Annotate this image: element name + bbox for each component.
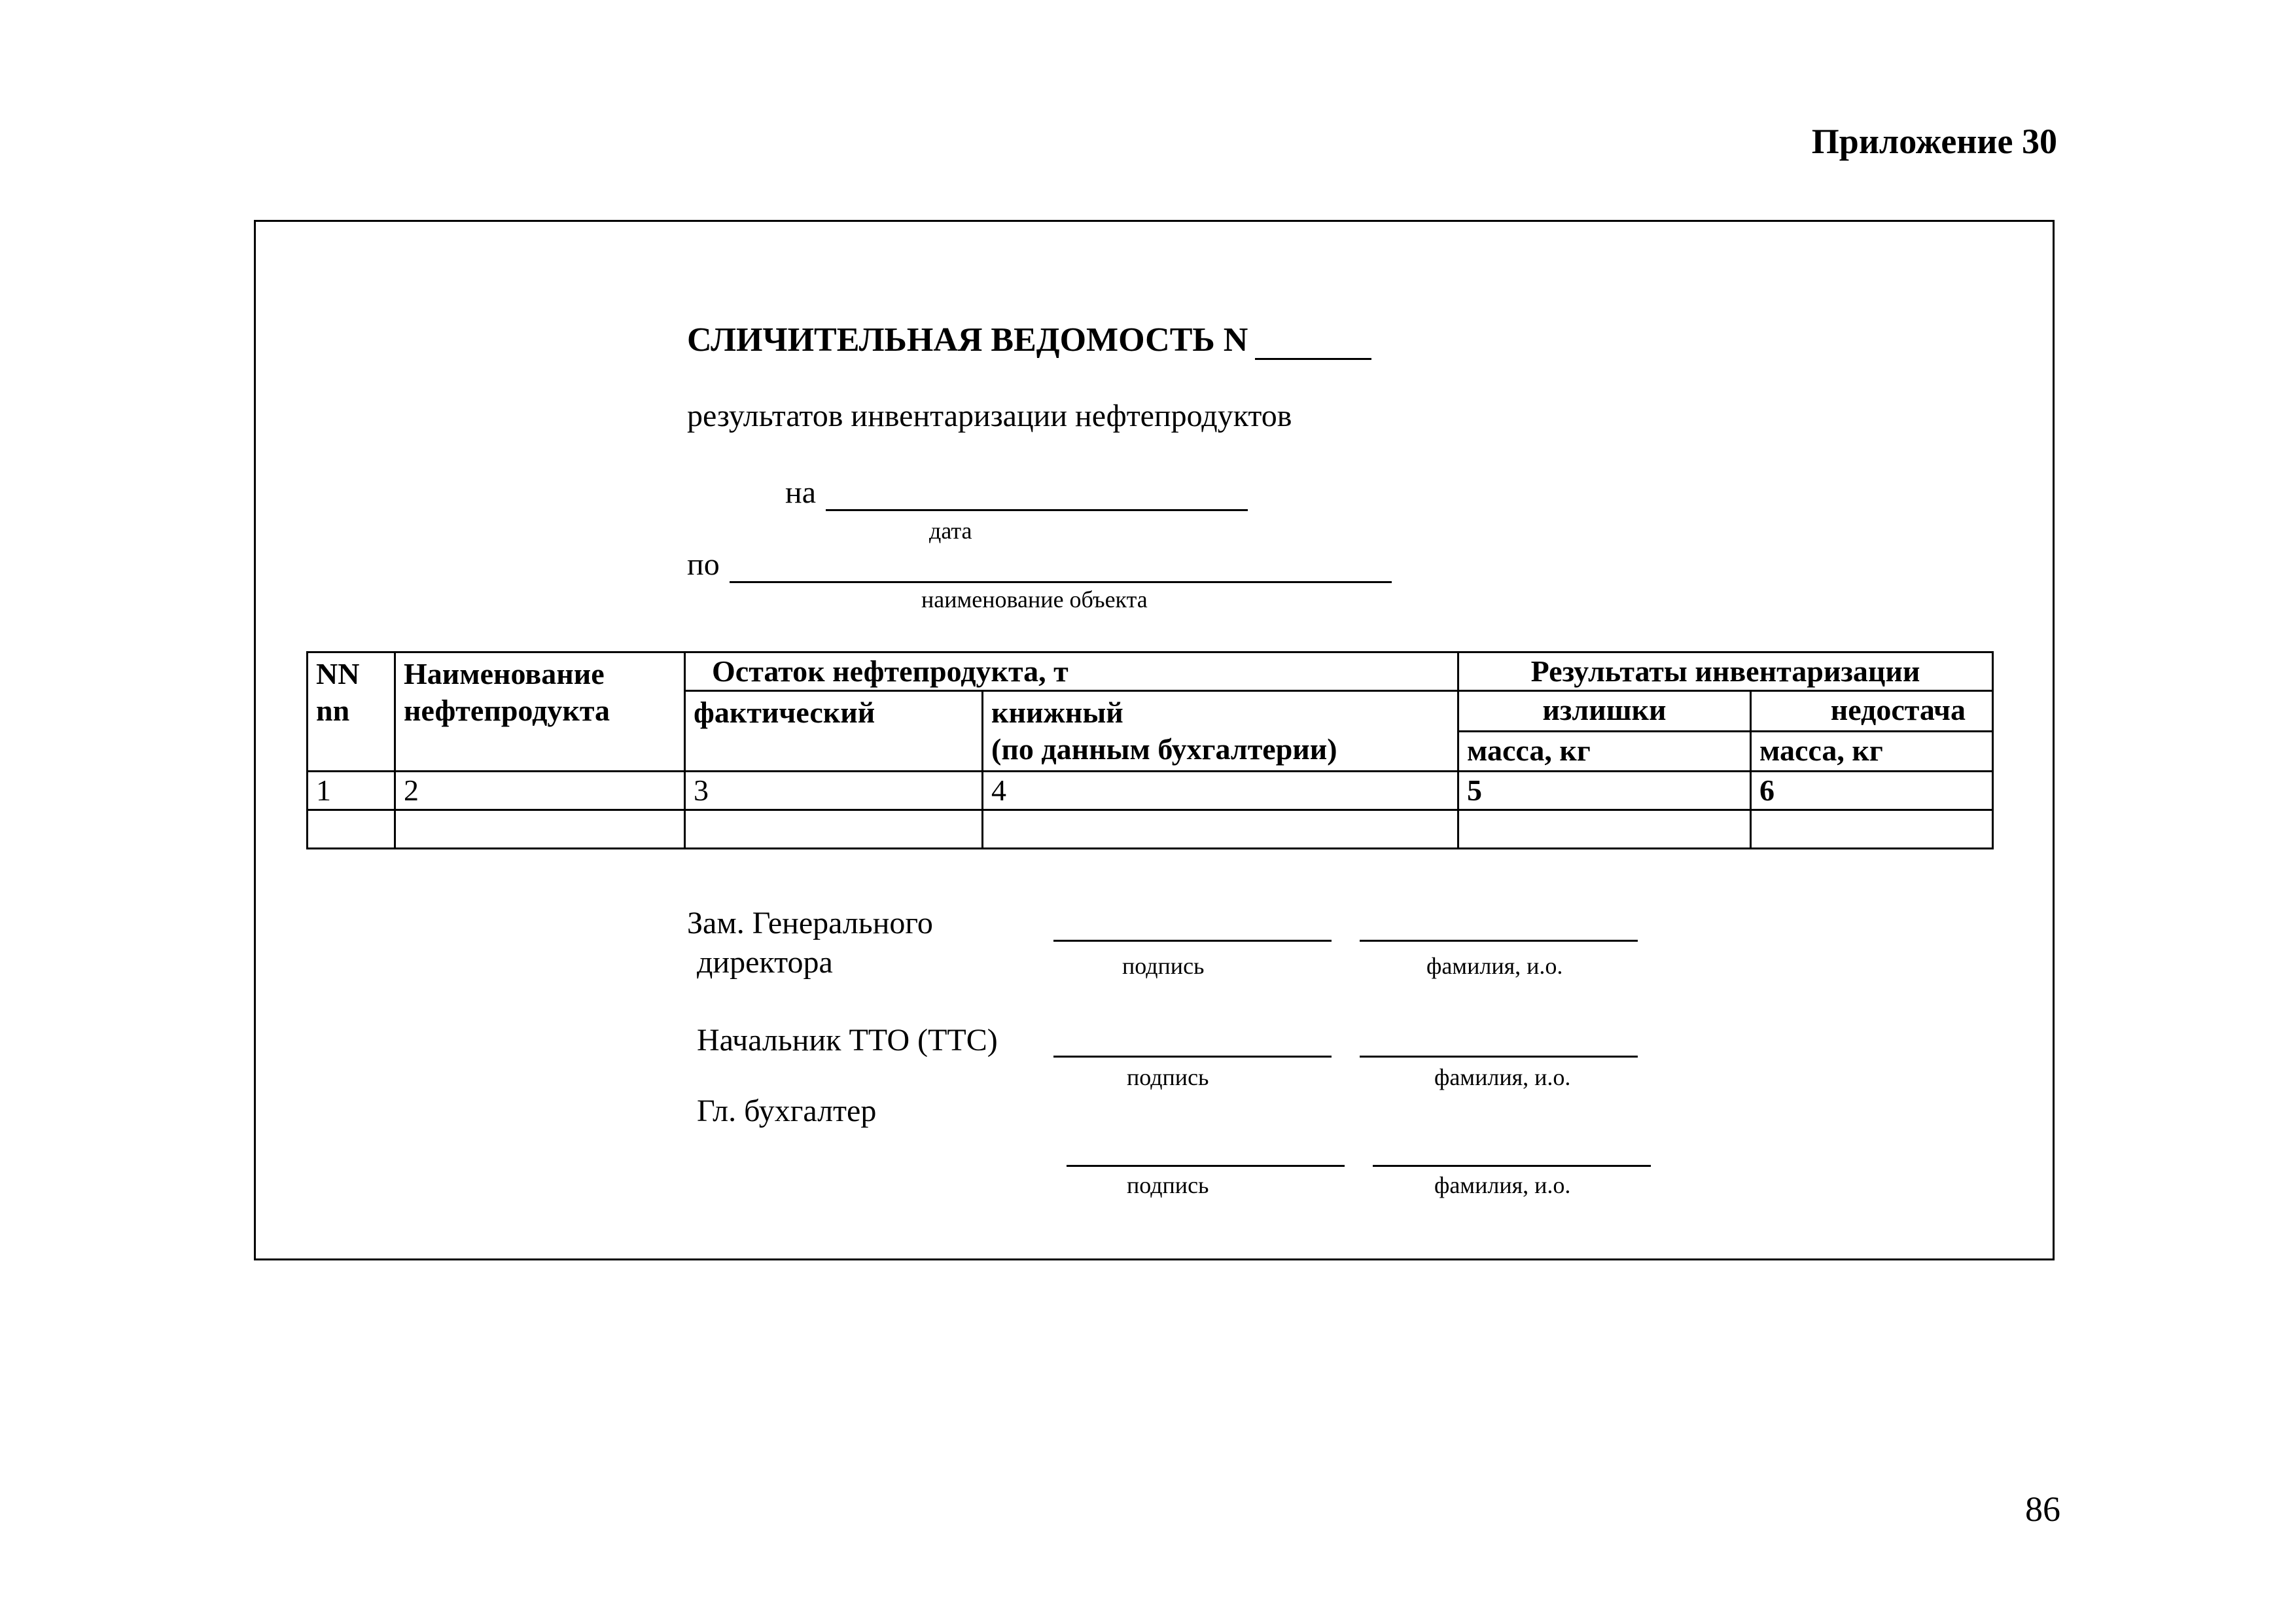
name-line bbox=[1360, 940, 1638, 942]
column-number: 1 bbox=[308, 772, 395, 810]
name-line bbox=[1360, 1056, 1638, 1058]
table-cell bbox=[308, 810, 395, 849]
header-actual: фактический bbox=[685, 691, 983, 772]
name-caption: фамилия, и.о. bbox=[1434, 1064, 1571, 1090]
signature-line bbox=[1067, 1165, 1345, 1167]
header-shortage-unit: масса, кг bbox=[1751, 731, 1993, 772]
signer-title-tto-head: Начальник ТТО (ТТС) bbox=[697, 1023, 998, 1058]
column-number: 4 bbox=[983, 772, 1458, 810]
appendix-label: Приложение 30 bbox=[1811, 122, 2057, 161]
table-cell bbox=[1458, 810, 1751, 849]
table-header-row bbox=[308, 652, 1993, 691]
object-prefix: по bbox=[687, 547, 720, 582]
header-surplus-unit: масса, кг bbox=[1458, 731, 1751, 772]
table-cell bbox=[685, 810, 983, 849]
date-prefix: на bbox=[785, 475, 816, 510]
page-number: 86 bbox=[2025, 1489, 2060, 1529]
name-line bbox=[1373, 1165, 1651, 1167]
column-number: 3 bbox=[685, 772, 983, 810]
signer-title-deputy-director-line2: директора bbox=[697, 945, 833, 980]
name-caption: фамилия, и.о. bbox=[1426, 953, 1563, 979]
column-number: 6 bbox=[1751, 772, 1993, 810]
date-blank-line bbox=[826, 509, 1248, 511]
reconciliation-table bbox=[306, 651, 1994, 849]
column-number: 5 bbox=[1458, 772, 1751, 810]
header-remainder-group: Остаток нефтепродукта, т bbox=[685, 652, 1458, 691]
signature-line bbox=[1053, 1056, 1332, 1058]
signature-caption: подпись bbox=[1127, 1064, 1209, 1090]
number-blank-line bbox=[1255, 358, 1371, 360]
date-caption: дата bbox=[929, 518, 972, 544]
signature-caption: подпись bbox=[1127, 1172, 1209, 1198]
signer-title-deputy-director: Зам. Генерального bbox=[687, 906, 933, 940]
document-title: СЛИЧИТЕЛЬНАЯ ВЕДОМОСТЬ N bbox=[687, 321, 1248, 359]
header-surplus: излишки bbox=[1458, 691, 1751, 732]
object-caption: наименование объекта bbox=[921, 586, 1148, 613]
header-product-name: Наименование нефтепродукта bbox=[395, 652, 685, 772]
signature-caption: подпись bbox=[1122, 953, 1205, 979]
name-caption: фамилия, и.о. bbox=[1434, 1172, 1571, 1198]
header-results-group: Результаты инвентаризации bbox=[1458, 652, 1993, 691]
table-number-row bbox=[308, 772, 1993, 810]
header-book: книжный (по данным бухгалтерии) bbox=[983, 691, 1458, 772]
table-row bbox=[308, 810, 1993, 849]
table-cell bbox=[1751, 810, 1993, 849]
table-cell bbox=[395, 810, 685, 849]
signer-title-chief-accountant: Гл. бухгалтер bbox=[697, 1094, 877, 1128]
header-shortage: недостача bbox=[1751, 691, 1993, 732]
signature-line bbox=[1053, 940, 1332, 942]
object-blank-line bbox=[730, 581, 1392, 583]
column-number: 2 bbox=[395, 772, 685, 810]
header-nn: NN nn bbox=[308, 652, 395, 772]
document-subtitle: результатов инвентаризации нефтепродуктов bbox=[687, 399, 1292, 433]
table-cell bbox=[983, 810, 1458, 849]
